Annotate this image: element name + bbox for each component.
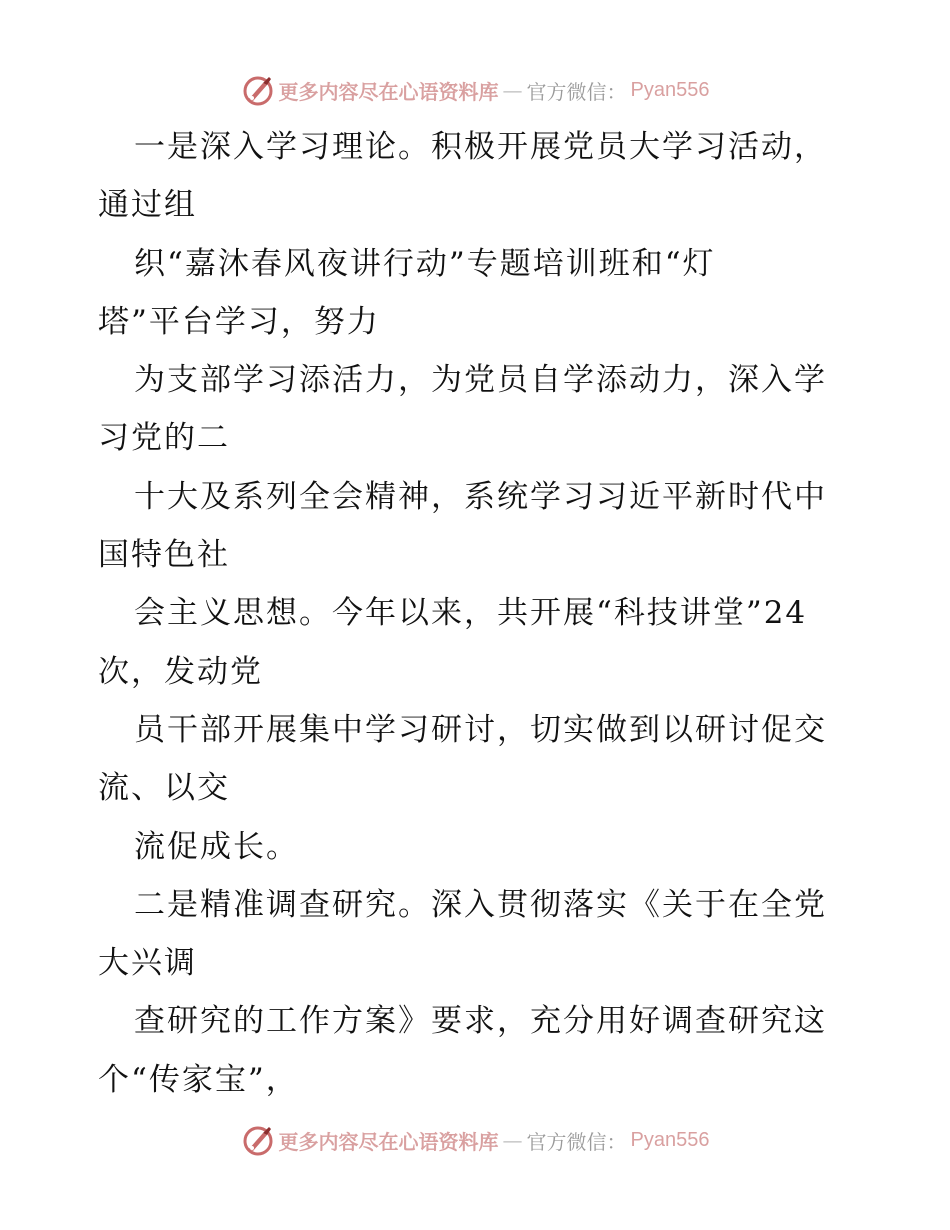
document-body	[98, 118, 858, 1109]
watermark-text: 更多内容尽在心语资料库	[278, 1129, 499, 1154]
pen-logo-icon	[241, 1123, 275, 1157]
text-line: 流促成长。	[134, 828, 299, 865]
text-line: 员干部开展集中学习研讨，切实做到以研讨促交	[134, 711, 827, 748]
text-line: 查研究的工作方案》要求，充分用好调查研究这	[134, 1003, 827, 1040]
text-line: 习党的二	[98, 420, 230, 457]
text-line: 大兴调	[98, 945, 197, 982]
pen-logo-icon	[241, 73, 275, 107]
text-line: 为支部学习添活力，为党员自学添动力，深入学	[134, 362, 827, 399]
watermark-label: 官方微信：	[526, 1129, 627, 1154]
watermark-label: 官方微信：	[526, 79, 627, 104]
watermark-dash: —	[502, 1128, 523, 1152]
text-line: 流、以交	[98, 770, 230, 807]
text-line: 会主义思想。今年以来，共开展“科技讲堂”24	[134, 595, 808, 632]
header-watermark	[0, 70, 950, 110]
text-line: 通过组	[98, 187, 197, 224]
text-line: 个“传家宝”，	[98, 1061, 299, 1098]
watermark-id: Pyan556	[630, 78, 710, 101]
text-line: 二是精准调查研究。深入贯彻落实《关于在全党	[134, 886, 827, 923]
footer-watermark	[0, 1120, 950, 1160]
text-line: 一是深入学习理论。积极开展党员大学习活动，	[134, 129, 827, 165]
text-line: 次，发动党	[98, 653, 263, 690]
text-line: 塔”平台学习，努力	[98, 303, 380, 340]
text-line: 十大及系列全会精神，系统学习习近平新时代中	[134, 478, 827, 515]
watermark-dash: —	[502, 78, 523, 102]
watermark-id: Pyan556	[630, 1128, 710, 1151]
watermark-text: 更多内容尽在心语资料库	[278, 79, 499, 104]
text-line: 国特色社	[98, 537, 230, 574]
text-line: 织“嘉沐春风夜讲行动”专题培训班和“灯	[134, 245, 716, 282]
